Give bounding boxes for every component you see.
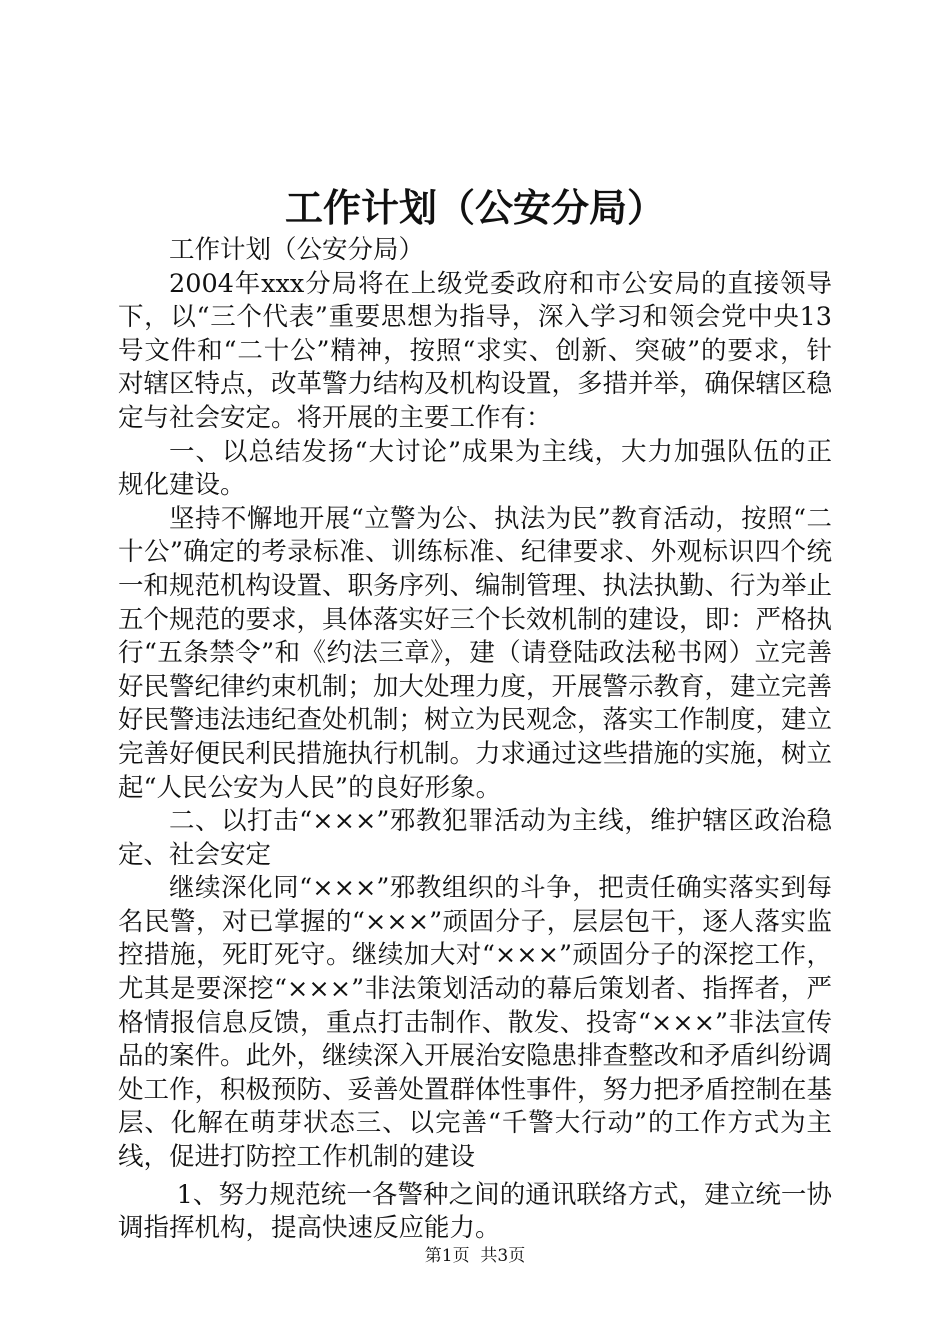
- paragraph-item-1: 1、努力规范统一各警种之间的通讯联络方式，建立统一协调指挥机构，提高快速反应能力。: [118, 1179, 832, 1244]
- paragraph-section-1-heading: 一、以总结发扬“大讨论”成果为主线，大力加强队伍的正规化建设。: [118, 436, 832, 501]
- page-footer: [0, 1244, 950, 1268]
- page-number: 第1页: [424, 1246, 470, 1266]
- paragraph-section-2-heading: 二、以打击“×××”邪教犯罪活动为主线，维护辖区政治稳定、社会安定: [118, 806, 832, 870]
- page-total: 共3页: [480, 1246, 526, 1266]
- paragraph-section-2-body: 继续深化同“×××”邪教组织的斗争，把责任确实落实到每名民警，对已掌握的“×××”顽固分子，层层包干，逐人落实监控措施，死盯死守。继续加大对“×××”顽固分子的深挖工作，尤其是要深挖“×××”非法策划活动的幕后策划者、指挥者，严格情报信息反馈，重点打击制作、散发、投寄“×××”非法宣传品的案件。此外，继续深入开展治安隐患排查整改和矛盾纠纷调处工作，积极预防、妥善处置群体性事件，努力把矛盾控制在基层、化解在萌芽状态三、以完善“千警大行动”的工作方式为主线，促进打防控工作机制的建设: [118, 873, 833, 1173]
- paragraph-intro: 2004年xxx分局将在上级党委政府和市公安局的直接领导下，以“三个代表”重要思想为指导，深入学习和领会党中央13号文件和“二十公”精神，按照“求实、创新、突破”的要求，针对辖区特点，改革警力结构及机构设置，多措并举，确保辖区稳定与社会安定。将开展的主要工作有：: [118, 268, 833, 433]
- paragraph-subtitle: 工作计划（公安分局）: [169, 235, 425, 265]
- paragraph-section-1-body: 坚持不懈地开展“立警为公、执法为民”教育活动，按照“二十公”确定的考录标准、训练标准、纪律要求、外观标识四个统一和规范机构设置、职务序列、编制管理、执法执勤、行为举止五个规范的要求，具体落实好三个长效机制的建设，即：严格执行“五条禁令”和《约法三章》，建（请登陆政法秘书网）立完善好民警纪律约束机制；加大处理力度，开展警示教育，建立完善好民警违法违纪查处机制；树立为民观念，落实工作制度，建立完善好便民利民措施执行机制。力求通过这些措施的实施，树立起“人民公安为人民”的良好形象。: [118, 503, 833, 803]
- document-title: 工作计划（公安分局）: [284, 185, 665, 230]
- footer-spacer: [470, 1246, 481, 1266]
- document-body: [118, 234, 832, 1246]
